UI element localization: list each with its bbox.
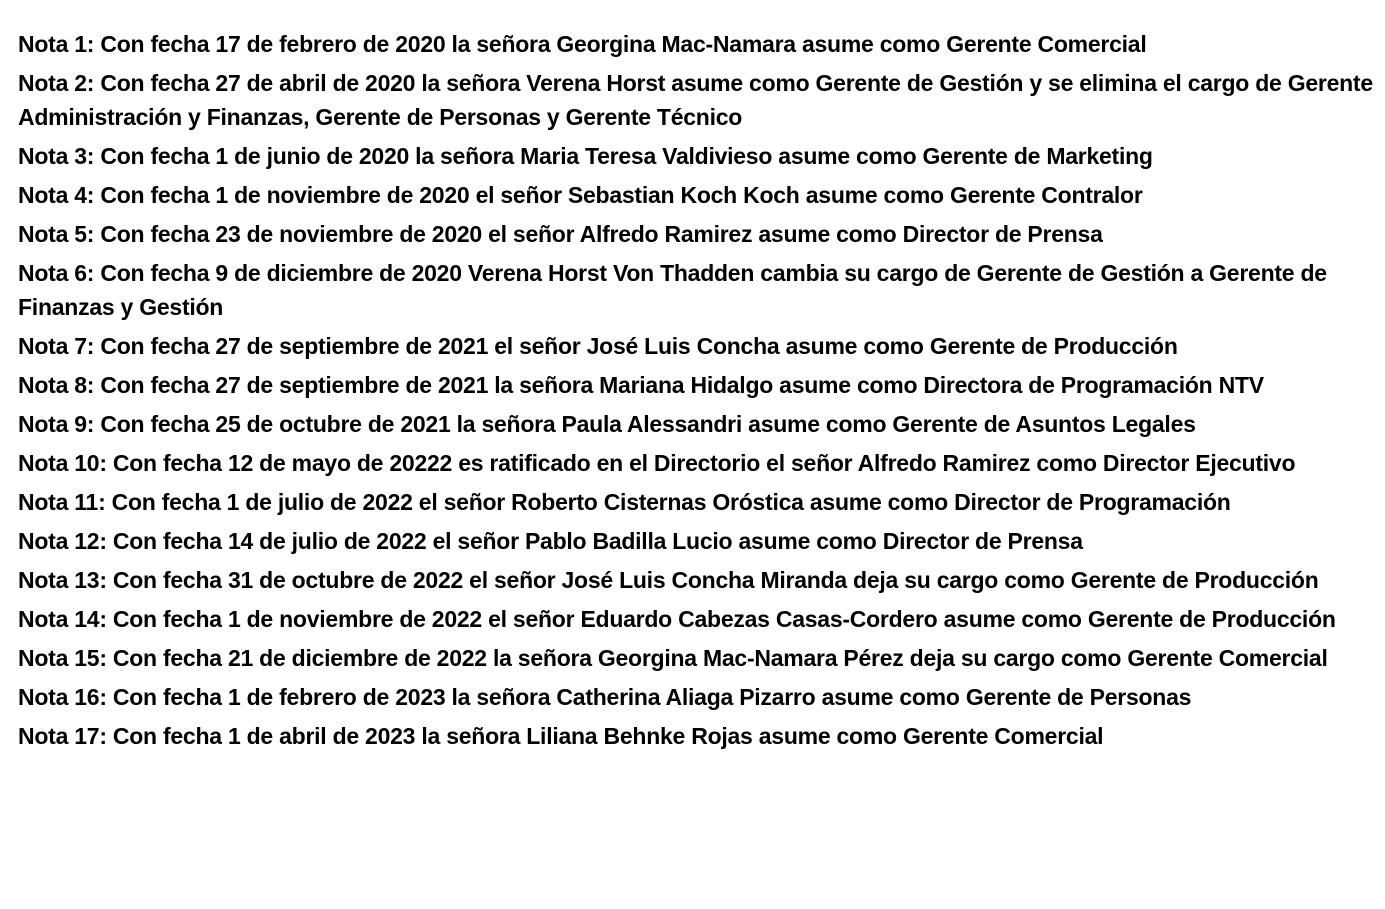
notes-list — [18, 27, 1373, 753]
note-9: Nota 9: Con fecha 25 de octubre de 2021 la señora Paula Alessandri asume como Gerente de Asuntos Legales — [18, 411, 1196, 437]
note-3: Nota 3: Con fecha 1 de junio de 2020 la señora Maria Teresa Valdivieso asume como Gerente de Marketing — [18, 143, 1153, 169]
note-13: Nota 13: Con fecha 31 de octubre de 2022 el señor José Luis Concha Miranda deja su cargo como Gerente de Producción — [18, 567, 1319, 593]
note-17: Nota 17: Con fecha 1 de abril de 2023 la señora Liliana Behnke Rojas asume como Gerente Comercial — [18, 723, 1104, 749]
note-14: Nota 14: Con fecha 1 de noviembre de 2022 el señor Eduardo Cabezas Casas-Cordero asume como Gerente de Producción — [18, 606, 1336, 632]
note-2: Nota 2: Con fecha 27 de abril de 2020 la señora Verena Horst asume como Gerente de Gestión y se elimina el cargo de Gerente Administración y Finanzas, Gerente de Personas y Gerente Técnico — [18, 70, 1373, 130]
note-12: Nota 12: Con fecha 14 de julio de 2022 el señor Pablo Badilla Lucio asume como Director de Prensa — [18, 528, 1083, 554]
note-15: Nota 15: Con fecha 21 de diciembre de 2022 la señora Georgina Mac-Namara Pérez deja su cargo como Gerente Comercial — [18, 645, 1328, 671]
note-10: Nota 10: Con fecha 12 de mayo de 20222 es ratificado en el Directorio el señor Alfredo Ramirez como Director Ejecutivo — [18, 450, 1296, 476]
note-11: Nota 11: Con fecha 1 de julio de 2022 el señor Roberto Cisternas Oróstica asume como Director de Programación — [18, 489, 1231, 515]
note-4: Nota 4: Con fecha 1 de noviembre de 2020 el señor Sebastian Koch Koch asume como Gerente Contralor — [18, 182, 1143, 208]
note-16: Nota 16: Con fecha 1 de febrero de 2023 la señora Catherina Aliaga Pizarro asume como Gerente de Personas — [18, 684, 1192, 710]
note-7: Nota 7: Con fecha 27 de septiembre de 2021 el señor José Luis Concha asume como Gerente de Producción — [18, 333, 1178, 359]
note-1: Nota 1: Con fecha 17 de febrero de 2020 la señora Georgina Mac-Namara asume como Gerente Comercial — [18, 31, 1147, 57]
note-5: Nota 5: Con fecha 23 de noviembre de 2020 el señor Alfredo Ramirez asume como Director de Prensa — [18, 221, 1103, 247]
note-8: Nota 8: Con fecha 27 de septiembre de 2021 la señora Mariana Hidalgo asume como Directora de Programación NTV — [18, 372, 1264, 398]
note-6: Nota 6: Con fecha 9 de diciembre de 2020 Verena Horst Von Thadden cambia su cargo de Gerente de Gestión a Gerente de Finanzas y Gestión — [18, 260, 1327, 320]
